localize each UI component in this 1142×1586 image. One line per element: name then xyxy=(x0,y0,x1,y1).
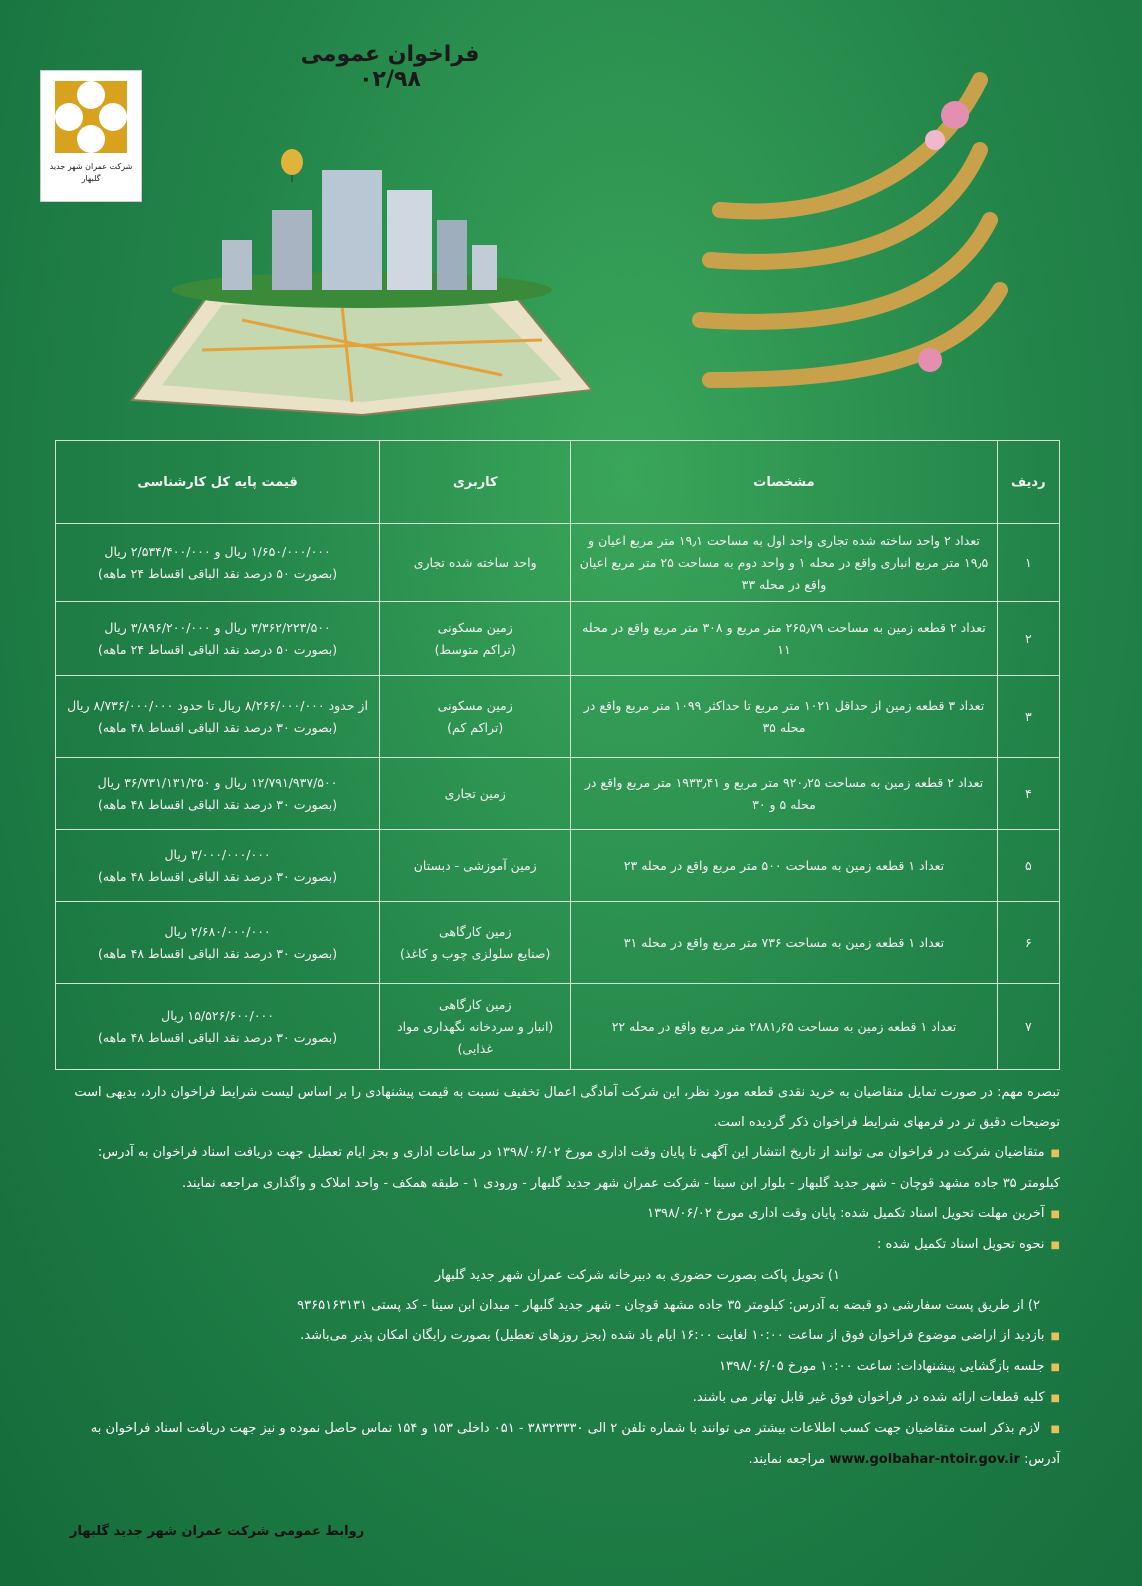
row-number: ۵ xyxy=(997,830,1059,902)
row-spec: تعداد ۱ قطعه زمین به مساحت ۷۳۶ متر مربع واقع در محله ۳۱ xyxy=(571,902,997,984)
row-price: ۳/۰۰۰/۰۰۰/۰۰۰ ریال (بصورت ۳۰ درصد نقد الباقی اقساط ۴۸ ماهه) xyxy=(56,830,380,902)
note-opening: ■ جلسه بازگشایی پیشنهادات: ساعت ۱۰:۰۰ مورخ ۱۳۹۸/۰۶/۰۵ xyxy=(60,1352,1060,1383)
land-listing-table xyxy=(55,440,1060,1070)
row-use: واحد ساخته شده تجاری xyxy=(380,524,571,602)
row-price: ۱۵/۵۲۶/۶۰۰/۰۰۰ ریال (بصورت ۳۰ درصد نقد الباقی اقساط ۴۸ ماهه) xyxy=(56,984,380,1070)
row-spec: تعداد ۲ واحد ساخته شده تجاری واحد اول به مساحت ۱۹٫۱ متر مربع اعیان و ۱۹٫۵ متر مربع انباری واقع در محله ۱ و واحد دوم به مساحت ۲۵ متر مربع اعیان واقع در محله ۳۳ xyxy=(571,524,997,602)
row-use: زمین مسکونی (تراکم کم) xyxy=(380,676,571,758)
header-spec: مشخصات xyxy=(571,441,997,524)
logo-text: شرکت عمران شهر جدید گلبهار xyxy=(49,162,133,183)
row-price: ۲/۶۸۰/۰۰۰/۰۰۰ ریال (بصورت ۳۰ درصد نقد الباقی اقساط ۴۸ ماهه) xyxy=(56,902,380,984)
city-map-illustration xyxy=(122,140,602,420)
logo-mark xyxy=(55,81,127,153)
note-delivery-1: ۱) تحویل پاکت بصورت حضوری به دبیرخانه شرکت عمران شهر جدید گلبهار xyxy=(434,1268,840,1283)
table-row xyxy=(56,758,1060,830)
note-contact: ■ لازم بذکر است متقاضیان جهت کسب اطلاعات بیشتر می توانند با شماره تلفن ۲ الی ۳۸۳۲۳۳۳۰ - ۰۵۱ داخلی ۱۵۳ و ۱۵۴ تماس حاصل نموده و نیز جهت دریافت اسناد فراخوان به آدرس: www.golbahar-ntoir.gov.ir مراجعه نمایند. xyxy=(60,1414,1060,1475)
row-price: ۳/۳۶۲/۲۲۳/۵۰۰ ریال و ۳/۸۹۶/۲۰۰/۰۰۰ ریال (بصورت ۵۰ درصد نقد الباقی اقساط ۲۴ ماهه) xyxy=(56,602,380,676)
table-row xyxy=(56,984,1060,1070)
row-spec: تعداد ۱ قطعه زمین به مساحت ۲۸۸۱٫۶۵ متر مربع واقع در محله ۲۲ xyxy=(571,984,997,1070)
row-use: زمین تجاری xyxy=(380,758,571,830)
row-use: زمین کارگاهی (انبار و سردخانه نگهداری مواد غذایی) xyxy=(380,984,571,1070)
table-row xyxy=(56,676,1060,758)
table-row xyxy=(56,602,1060,676)
table-row xyxy=(56,524,1060,602)
row-spec: تعداد ۲ قطعه زمین به مساحت ۲۶۵٫۷۹ متر مربع و ۳۰۸ متر مربع واقع در محله ۱۱ xyxy=(571,602,997,676)
row-use: زمین کارگاهی (صنایع سلولزی چوب و کاغذ) xyxy=(380,902,571,984)
row-use: زمین مسکونی (تراکم متوسط) xyxy=(380,602,571,676)
website-link[interactable]: www.golbahar-ntoir.gov.ir xyxy=(829,1452,1020,1467)
row-price: از حدود ۸/۲۶۶/۰۰۰/۰۰۰ ریال تا حدود ۸/۷۳۶/۰۰۰/۰۰۰ ریال (بصورت ۳۰ درصد نقد الباقی اقساط ۴۸ ماهه) xyxy=(56,676,380,758)
row-number: ۳ xyxy=(997,676,1059,758)
row-number: ۶ xyxy=(997,902,1059,984)
row-spec: تعداد ۱ قطعه زمین به مساحت ۵۰۰ متر مربع واقع در محله ۲۳ xyxy=(571,830,997,902)
row-price: ۱/۶۵۰/۰۰۰/۰۰۰ ریال و ۲/۵۳۴/۴۰۰/۰۰۰ ریال (بصورت ۵۰ درصد نقد الباقی اقساط ۲۴ ماهه) xyxy=(56,524,380,602)
note-important: تبصره مهم: در صورت تمایل متقاضیان به خرید نقدی قطعه مورد نظر، این شرکت آمادگی اعمال تخفیف نسبت به قیمت پیشنهادی را بر اساس لیست شرایط فراخوان دارد، بدیهی است توضیحات دقیق تر در فرمهای شرایط فراخوان ذکر گردیده است. xyxy=(74,1085,1060,1130)
table-header-row xyxy=(56,441,1060,524)
note-deadline: ■ آخرین مهلت تحویل اسناد تکمیل شده: پایان وقت اداری مورخ ۱۳۹۸/۰۶/۰۲ xyxy=(60,1199,1060,1230)
header-row-num: ردیف xyxy=(997,441,1059,524)
table-row xyxy=(56,830,1060,902)
calligraphy-artwork xyxy=(680,60,1010,400)
row-use: زمین آموزشی - دبستان xyxy=(380,830,571,902)
header-price: قیمت پایه کل کارشناسی xyxy=(56,441,380,524)
table-row xyxy=(56,902,1060,984)
note-delivery-title: ■ نحوه تحویل اسناد تکمیل شده : xyxy=(60,1230,1060,1261)
header-use: کاربری xyxy=(380,441,571,524)
row-number: ۷ xyxy=(997,984,1059,1070)
row-spec: تعداد ۳ قطعه زمین از حداقل ۱۰۲۱ متر مربع تا حداکثر ۱۰۹۹ متر مربع واقع در محله ۳۵ xyxy=(571,676,997,758)
row-number: ۴ xyxy=(997,758,1059,830)
note-no-split: ■ کلیه قطعات ارائه شده در فراخوان فوق غیر قابل تهاتر می باشند. xyxy=(60,1383,1060,1414)
row-number: ۱ xyxy=(997,524,1059,602)
row-price: ۱۲/۷۹۱/۹۳۷/۵۰۰ ریال و ۳۶/۷۳۱/۱۳۱/۲۵۰ ریال (بصورت ۳۰ درصد نقد الباقی اقساط ۴۸ ماهه) xyxy=(56,758,380,830)
notes-section xyxy=(60,1078,1060,1475)
note-docs: ■ متقاضیان شرکت در فراخوان می توانند از تاریخ انتشار این آگهی تا پایان وقت اداری مورخ ۱۳۹۸/۰۶/۰۲ در ساعات اداری و بجز ایام تعطیل جهت دریافت اسناد فراخوان به آدرس: کیلومتر ۳۵ جاده مشهد قوچان - شهر جدید گلبهار - بلوار ابن سینا - شرکت عمران شهر جدید گلبهار - ورودی ۱ - طبقه همکف - واحد املاک و واگذاری مراجعه نمایند. xyxy=(60,1138,1060,1199)
row-number: ۲ xyxy=(997,602,1059,676)
note-delivery-2: ۲) از طریق پست سفارشی دو قبضه به آدرس: کیلومتر ۳۵ جاده مشهد قوچان - شهر جدید گلبهار - میدان ابن سینا - کد پستی ۹۳۶۵۱۶۳۱۳۱ xyxy=(297,1298,1040,1313)
note-visit: ■ بازدید از اراضی موضوع فراخوان فوق از ساعت ۱۰:۰۰ لغایت ۱۶:۰۰ ایام یاد شده (بجز روزهای تعطیل) بصورت رایگان امکان پذیر می‌باشد. xyxy=(60,1321,1060,1352)
page-title: فراخوان عمومی ۰۲/۹۸ xyxy=(300,42,480,92)
footer-signature: روابط عمومی شرکت عمران شهر جدید گلبهار xyxy=(70,1524,365,1539)
row-spec: تعداد ۲ قطعه زمین به مساحت ۹۲۰٫۲۵ متر مربع و ۱۹۳۳٫۴۱ متر مربع واقع در محله ۵ و ۳۰ xyxy=(571,758,997,830)
